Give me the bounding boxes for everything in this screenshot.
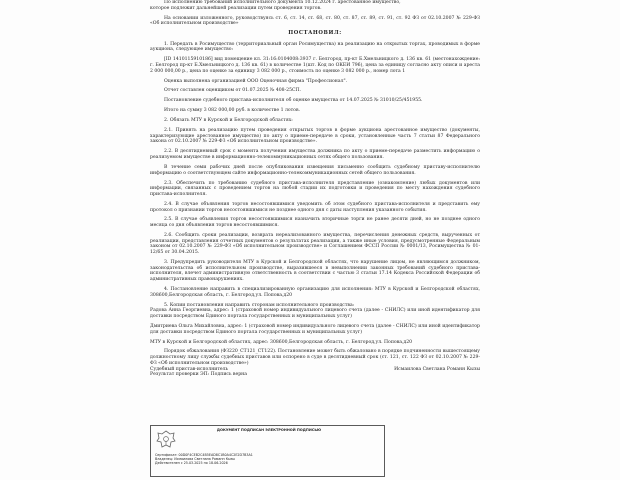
legal-basis: На основании изложенного, руководствуясь ст. 6, ст. 14, ст. 68, ст. 80, ст. 87, ст. 89, ст. 91, ст. 92 ФЗ от 02.10.2007 № 229-ФЗ «Об исполнительном производстве» <box>150 15 480 27</box>
ep-check-result: Результат проверки ЭП: Подпись верна <box>150 372 247 378</box>
party-2-text: (страховой номер индивидуального лицевого счета (далее - СНИЛС) или иной идентификатор для доставки посредством Единого портала государственных и муниципальных услуг) <box>150 323 480 335</box>
signer-name: Исмаилова Светлана Романн Кызы <box>394 366 480 372</box>
paragraph-2-3: 2.3. Обеспечить по требованию судебного пристава-исполнителя представление (ознакомление) любых документов или информации, связанных с проведением торгов на любой стадии их подготовки и проведения по месту нахождения судебного пристава-исполнителя. <box>150 180 480 197</box>
paragraph-2-2: 2.2. В десятидневный срок с момента получения имущества должника по акту о приеме-передаче разместить информацию о реализуемом имуществе в информационно-телекоммуникационных сетях общего пользования. <box>150 149 480 161</box>
appeal-procedure: Порядок обжалования (ФЗ220_СТ121_СТ122). Постановление может быть обжаловано в порядке подчиненности вышестоящему должностному лицу службы судебных приставов или оспорено в суде в десятидневный срок (ст. 121, ст. 122 ФЗ от 02.10.2007 № 229-ФЗ «Об исполнительном производстве») <box>150 349 480 366</box>
paragraph-2-1: 2.1. Принять на реализацию путем проведения открытых торгов в форме аукциона арестованное имущество (документы, характеризующие арестованное имущество) по акту о приеме-передаче в сроки, установленные часть 7 статьи 87 Федерального закона от 02.10.2007 № 229-ФЗ «Об исполнительном производстве». <box>150 128 480 145</box>
e-signature-stamp <box>150 425 385 477</box>
party-1-text: (страховой номер индивидуального лицевого счета (далее - СНИЛС) или иной идентификатор для доставки посредством Единого портала государственных и муниципальных услуг) <box>150 308 480 320</box>
report-line: Отчет составлен оценщиком от 01.07.2025 № 408-25СП. <box>164 88 301 94</box>
stamp-title: ДОКУМЕНТ ПОДПИСАН ЭЛЕКТРОННОЙ ПОДПИСЬЮ <box>216 428 322 432</box>
appraiser-line: Оценка выполнена организацией ООО Оценочная фирма "Профессионал". <box>164 78 348 84</box>
decree-heading: ПОСТАНОВИЛ: <box>288 30 342 36</box>
signer-role: Судебный пристав-исполнитель <box>150 366 229 372</box>
stamp-info <box>155 453 380 465</box>
property-item: [ID 1410115910186] вид помещение кл. 31:16:0104008:3937 г. Белгород, пр-кт Б.Хмельницкого д. 136 кв. 61 (местонахождение: г. Белгород пр-кт Б.Хмельницкого д. 136 кв. 61) в количестве 1(шт. Код по ОКЕИ 796), цена за единицу согласно акту описи и ареста 2 000 000,00 р., цена по оценке за единицу 3 082 000 р., стоимость по оценке 3 082 000 р., номер лота 1 <box>150 57 480 74</box>
paragraph-4: 4. Постановление направить в специализированную организацию для исполнения: МТУ в Курской и Белгородской областях, 308600,Белгородская область, г. Белгород,ул. Попова,д20 <box>150 287 480 298</box>
paragraph-2: 2. Обязать МТУ в Курской и Белгородской областях: <box>164 118 293 124</box>
top-line: По исполнению требований исполнительного документа 10.12.2024 г. арестованное имущество, <box>164 0 401 5</box>
paragraph-2-2b: В течение семи рабочих дней после опубликования извещения письменно сообщить судебному приставу-исполнителю информацию о соответствующем сайте информационно-телекоммуникационных сетей общего пользования. <box>150 164 480 176</box>
top-line: которое подлежит дальнейшей реализации путем проведения торгов. <box>150 5 322 11</box>
stamp-owner: Владелец: Исмаилова Светлана Романн Кызы <box>155 457 236 462</box>
resolution-line: Постановление судебного пристава-исполнителя об оценке имущества от 14.07.2025 № 31010/25/451955. <box>164 98 423 104</box>
paragraph-2-6: 2.6. Сообщить сроки реализации, возврата нереализованного имущества, перечисления денежных средств, вырученных от реализации, представления отчетных документов о результатах реализации, а также иные условия, предусмотренные Федеральным законом от 02.10.2007 № 229-ФЗ «Об исполнительном производстве» и Соглашением ФССП России № 0001/13, Росимущества № 01-12/65 от 30.04.2015. <box>150 233 480 256</box>
total-line: Итого на сумму 3 082 000,00 руб. в количестве 1 лотов. <box>164 108 300 114</box>
party-1 <box>150 308 480 319</box>
party-1-name: Радова Анна Георгиевна, адрес: 1 <box>150 308 234 314</box>
paragraph-5: 5. Копии постановления направить сторонам исполнительного производства: <box>164 302 355 308</box>
stamp-cert: Сертификат: 00D0F4CEB2C4B5EAD8C1B0A4C2E2D7B3A1 <box>155 453 253 457</box>
paragraph-1: 1. Передать в Росимущество (территориальный орган Росимущества) на реализацию на открытых торгах, проводимых в форме аукциона, следующее имущество: <box>150 41 480 53</box>
party-2-name: Дмитриева Ольга Михайловна, адрес: 1 <box>150 323 248 329</box>
paragraph-3: 3. Предупредить руководителя МТУ в Курской и Белгородской областях, что нарушение лицом, не являющимся должником, законодательства об исполнительном производстве, выразившееся в невыполнении законных требований судебного пристава-исполнителя, влечет административную ответственность в соответствии с частью 3 статьи 17.14 Кодекса Российской Федерации об административных правонарушениях. <box>150 260 480 283</box>
paragraph-2-4: 2.4. В случае объявления торгов несостоявшимися уведомить об этом судебного пристава-исполнителя и представить ему протокол о признании торгов несостоявшимися не позднее одного дня с даты наступления указанного события. <box>150 201 480 213</box>
document-body <box>150 0 480 378</box>
stamp-valid: Действителен с 25.03.2025 по 18.06.2026 <box>155 461 228 466</box>
paragraph-2-5: 2.5. В случае объявления торгов несостоявшимися назначить вторичные торги не ранее десяти дней, но не позднее одного месяца со дня объявления торгов несостоявшимися. <box>150 217 480 229</box>
party-3: МТУ в Курской и Белгородской областях, адрес: 308600,Белгородская область, г. Белгород,ул. Попова,д20 <box>150 339 413 345</box>
coat-of-arms-icon <box>155 429 177 451</box>
party-2 <box>150 324 480 335</box>
